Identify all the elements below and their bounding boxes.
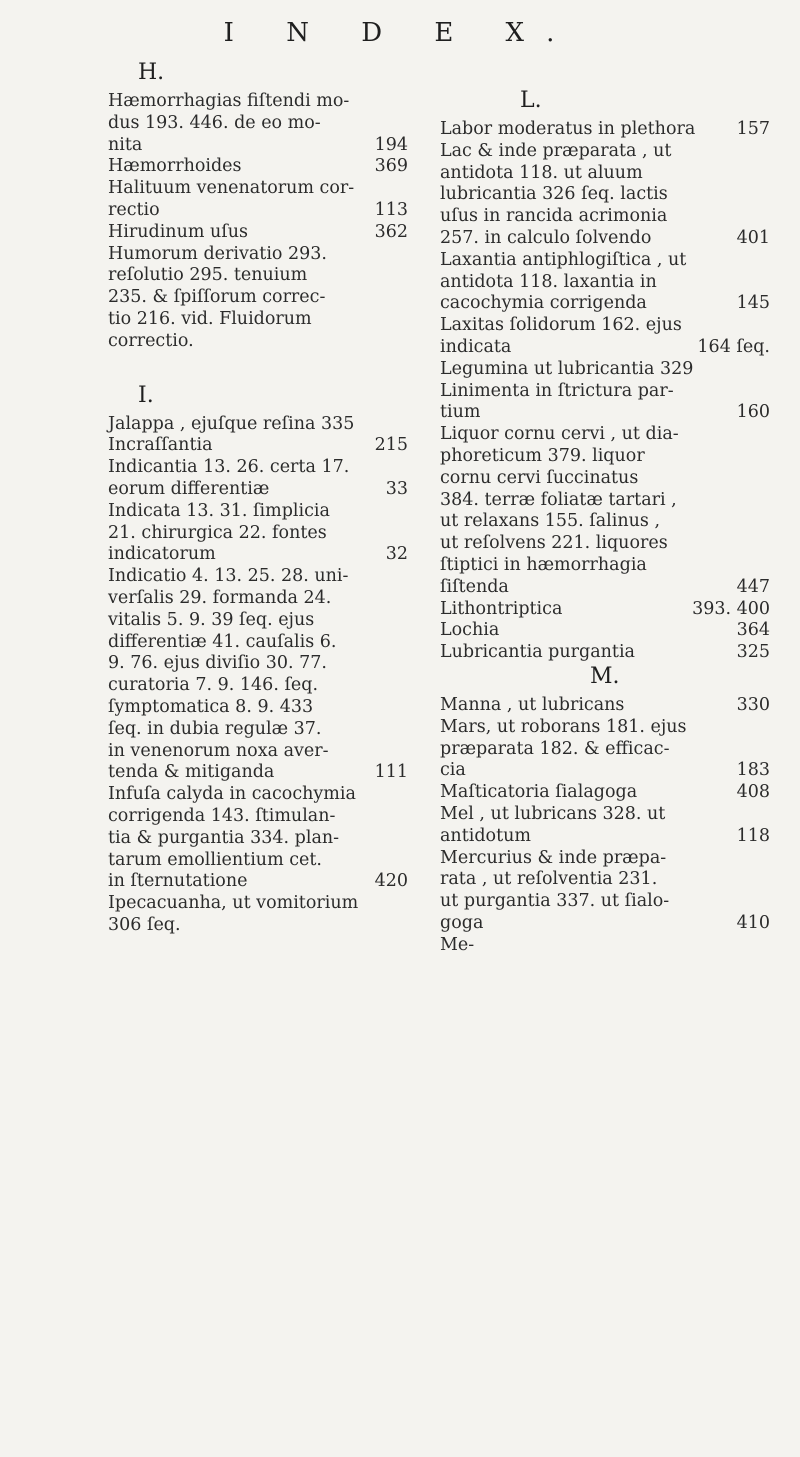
index-entry-line: Indicantia 13. 26. certa 17. <box>108 457 350 478</box>
index-entry-line: 306 ſeq. <box>108 914 181 935</box>
index-entry-line: Legumina ut lubricantia 329 <box>440 358 694 379</box>
index-entry-line <box>440 912 770 935</box>
index-entry <box>108 435 408 457</box>
section-letter-h: H. <box>138 60 165 85</box>
index-entry-line: ut purgantia 337. ut ſialo- <box>440 891 670 912</box>
index-entry <box>440 695 770 717</box>
right-column <box>440 60 770 956</box>
index-entry-text: indicatorum <box>108 544 216 565</box>
index-entry-line: Mel , ut lubricans 328. ut <box>440 803 666 824</box>
index-entry-line: verſalis 29. formanda 24. <box>108 587 332 608</box>
index-entry-line: dus 193. 446. de eo mo- <box>108 112 321 133</box>
index-entry-line: cornu cervi ſuccinatus <box>440 467 639 488</box>
index-entry-line: Jalappa , ejuſque reſina 335 <box>108 413 355 434</box>
index-entry-text: Manna , ut lubricans <box>440 694 625 715</box>
page-reference: 118 <box>736 825 770 846</box>
index-entry <box>440 848 770 935</box>
page-reference: 183 <box>736 760 770 781</box>
index-entry <box>440 381 770 425</box>
index-entry-text: goga <box>440 912 484 933</box>
index-entry-line: antidota 118. ut aluum <box>440 162 643 183</box>
index-entry <box>108 222 408 244</box>
index-entry-text: rectio <box>108 199 160 220</box>
index-entry-line: Me- <box>440 934 475 955</box>
section-i-entries <box>108 414 408 937</box>
index-entry-line: Indicata 13. 31. ſimplicia <box>108 500 330 521</box>
index-entry-line <box>108 221 408 244</box>
index-entry <box>440 642 770 664</box>
index-entry-line: reſolutio 295. tenuium <box>108 265 308 286</box>
index-entry-line: antidota 118. laxantia in <box>440 271 657 292</box>
index-entry-line: lubricantia 326 ſeq. lactis <box>440 184 668 205</box>
index-entry <box>108 414 408 436</box>
page-reference: 364 <box>736 620 770 641</box>
index-entry-line: Hæmorrhagias fiſtendi mo- <box>108 91 350 111</box>
index-entry-line <box>440 825 770 848</box>
section-h-entries <box>108 91 408 353</box>
index-entry-text: tium <box>440 402 481 423</box>
index-entry-line: rata , ut reſolventia 231. <box>440 869 658 890</box>
index-entry-line: curatoria 7. 9. 146. ſeq. <box>108 675 319 696</box>
page-reference: 420 <box>374 871 408 892</box>
index-entry-text: Lithontriptica <box>440 598 563 619</box>
page-reference: 410 <box>736 912 770 933</box>
section-l-entries <box>440 119 770 664</box>
index-entry-line <box>108 762 408 784</box>
index-entry <box>440 315 770 359</box>
index-entry-text: cia <box>440 760 466 781</box>
index-entry <box>108 915 408 937</box>
index-entry-line: Mars, ut roborans 181. ejus <box>440 716 687 737</box>
index-entry-line: Ipecacuanha, ut vomitorium <box>108 893 359 914</box>
page-reference: 32 <box>385 544 408 565</box>
index-entry-text: Hirudinum uſus <box>108 221 248 242</box>
page-reference: 330 <box>736 694 770 715</box>
index-entry-line <box>440 598 770 621</box>
index-entry <box>440 119 770 141</box>
index-entry <box>108 501 408 566</box>
index-entry-line <box>108 156 408 178</box>
index-entry-line: ſymptomatica 8. 9. 433 <box>108 696 314 717</box>
running-head: I N D E X. <box>223 18 577 48</box>
index-entry-text: 257. in calculo ſolvendo <box>440 227 652 248</box>
page-reference: 160 <box>736 402 770 423</box>
index-entry <box>440 620 770 642</box>
index-entry-text: nita <box>108 134 143 155</box>
index-entry-line: Linimenta in ſtrictura par- <box>440 380 674 401</box>
index-entry-line: Mercurius & inde præpa- <box>440 847 667 868</box>
index-entry-line <box>440 620 770 642</box>
index-entry-line: differentiæ 41. cauſalis 6. <box>108 631 337 652</box>
index-entry-line: 9. 76. ejus diviſio 30. 77. <box>108 653 327 674</box>
index-entry-line: Halituum venenatorum cor- <box>108 178 355 199</box>
index-entry-text: Maſticatoria ſialagoga <box>440 782 638 803</box>
index-entry-line <box>440 694 770 717</box>
index-entry-line: correctio. <box>108 330 194 351</box>
page-reference: 369 <box>374 156 408 177</box>
index-entry <box>108 784 408 893</box>
index-entry-line: Laxitas ſolidorum 162. ejus <box>440 315 682 336</box>
index-entry-line: ut reſolvens 221. liquores <box>440 533 668 554</box>
index-entry-text: indicata <box>440 336 512 357</box>
index-entry-line <box>108 544 408 566</box>
page-reference: 164 ſeq. <box>697 336 770 357</box>
index-entry-text: Hæmorrhoides <box>108 156 242 177</box>
index-entry <box>440 359 770 381</box>
index-entry-line <box>440 119 770 141</box>
index-entry-line: 21. chirurgica 22. fontes <box>108 522 327 543</box>
index-entry-line <box>440 293 770 315</box>
index-entry-line: Indicatio 4. 13. 25. 28. uni- <box>108 566 349 587</box>
page-reference: 362 <box>374 221 408 242</box>
index-entry-line <box>440 576 770 599</box>
page-reference: 401 <box>736 227 770 248</box>
index-entry-line: 384. terræ foliatæ tartari , <box>440 489 677 510</box>
index-entry <box>440 782 770 804</box>
section-m-entries <box>440 695 770 957</box>
index-entry <box>440 599 770 621</box>
index-entry-line <box>108 134 408 157</box>
index-entry <box>108 91 408 156</box>
index-entry <box>108 893 408 915</box>
index-entry-line <box>440 642 770 664</box>
index-entry <box>440 717 770 782</box>
index-entry-line <box>108 478 408 501</box>
index-entry <box>440 935 770 957</box>
index-entry-line <box>440 760 770 782</box>
index-entry-line: ſtiptici in hæmorrhagia <box>440 554 647 575</box>
index-entry-line: Lac & inde præparata , ut <box>440 140 672 161</box>
index-entry-line: tarum emollientium cet. <box>108 849 322 870</box>
index-entry-line: in venenorum noxa aver- <box>108 740 329 761</box>
page-reference: 111 <box>374 762 408 783</box>
page-reference: 215 <box>374 435 408 456</box>
index-entry-text: Incraſſantia <box>108 435 213 456</box>
index-entry-text: ſiſtenda <box>440 576 509 597</box>
page-reference: 157 <box>736 119 770 139</box>
page-reference: 33 <box>385 478 408 499</box>
index-entry-text: Lubricantia purgantia <box>440 642 635 663</box>
page-reference: 113 <box>374 199 408 220</box>
index-entry-line: præparata 182. & efficac- <box>440 738 670 759</box>
page-reference: 393. 400 <box>692 598 770 619</box>
index-entry-line: ſeq. in dubia regulæ 37. <box>108 718 322 739</box>
index-entry <box>108 156 408 178</box>
page-reference: 194 <box>374 134 408 155</box>
index-entry-text: cacochymia corrigenda <box>440 293 647 314</box>
index-entry-line <box>108 871 408 893</box>
index-entry-text: eorum differentiæ <box>108 478 270 499</box>
page-reference: 325 <box>736 642 770 663</box>
index-entry-line: uſus in rancida acrimonia <box>440 206 668 227</box>
index-entry-line <box>440 227 770 250</box>
index-entry-line: vitalis 5. 9. 39 ſeq. ejus <box>108 609 315 630</box>
page-reference: 145 <box>736 293 770 314</box>
index-entry <box>440 424 770 598</box>
section-letter-i: I. <box>138 382 154 408</box>
index-entry <box>108 244 408 353</box>
index-entry-line: Infuſa calyda in cacochymia <box>108 784 356 805</box>
index-entry-line: ut relaxans 155. ſalinus , <box>440 511 661 532</box>
index-entry-text: in ſternutatione <box>108 871 248 892</box>
index-entry-text: antidotum <box>440 825 531 846</box>
index-entry-line: tia & purgantia 334. plan- <box>108 827 340 848</box>
index-entry <box>440 250 770 315</box>
index-entry-line: corrigenda 143. ſtimulan- <box>108 805 336 826</box>
index-entry-line <box>440 782 770 804</box>
index-entry-line: tio 216. vid. Fluidorum <box>108 308 312 329</box>
left-column <box>108 60 408 937</box>
section-letter-l: L. <box>520 88 542 113</box>
index-entry-text: Lochia <box>440 620 500 641</box>
index-entry <box>108 457 408 501</box>
index-entry-line <box>108 435 408 457</box>
index-entry <box>440 804 770 848</box>
index-entry-line: Laxantia antiphlogiſtica , ut <box>440 249 687 270</box>
index-entry-line <box>108 199 408 222</box>
page-reference: 447 <box>736 576 770 597</box>
index-entry <box>108 566 408 784</box>
index-entry-line: phoreticum 379. liquor <box>440 445 645 466</box>
index-entry-text: Labor moderatus in plethora <box>440 119 696 139</box>
page-reference: 408 <box>736 782 770 803</box>
index-entry-line: Humorum derivatio 293. <box>108 243 327 264</box>
index-entry-text: tenda & mitiganda <box>108 762 275 783</box>
index-entry-line <box>440 336 770 359</box>
index-entry-line <box>440 402 770 424</box>
index-entry <box>440 141 770 250</box>
index-entry-line: Liquor cornu cervi , ut dia- <box>440 424 679 445</box>
index-entry-line: 235. & ſpiſſorum correc- <box>108 287 326 308</box>
index-entry <box>108 178 408 222</box>
section-letter-m: M. <box>590 663 620 689</box>
